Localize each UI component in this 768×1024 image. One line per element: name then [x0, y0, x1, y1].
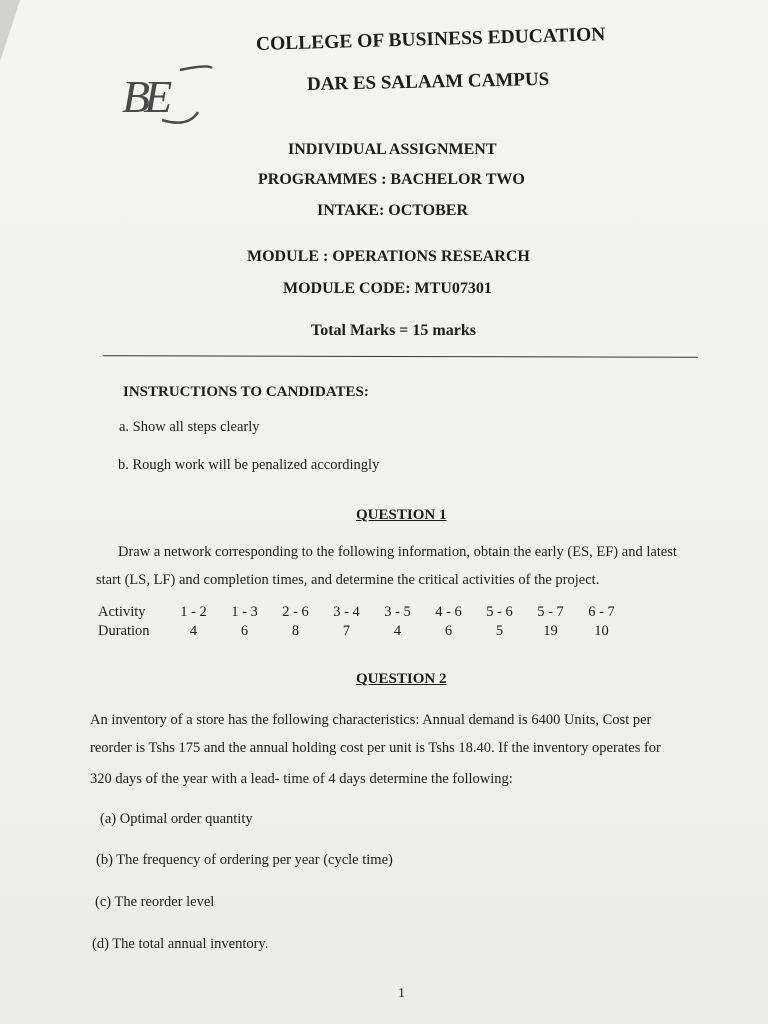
activity-cell: 2 - 6 — [282, 604, 309, 620]
instruction-item: b. Rough work will be penalized accordingly — [118, 457, 380, 473]
activity-cell: 6 - 7 — [588, 604, 615, 620]
duration-cell: 10 — [594, 623, 609, 639]
question2-item: (a) Optimal order quantity — [100, 811, 253, 827]
question1-text-line: start (LS, LF) and completion times, and determine the critical activities of the project. — [96, 572, 600, 588]
duration-cell: 7 — [342, 623, 351, 639]
duration-cell: 6 — [444, 623, 453, 639]
question2-text-line: reorder is Tshs 175 and the annual holding cost per unit is Tshs 18.40. If the inventory operates for — [90, 740, 661, 756]
page-number: 1 — [398, 986, 405, 1001]
duration-cell: 8 — [291, 623, 300, 639]
row-label: Duration — [98, 623, 150, 639]
activity-cell: 3 - 5 — [384, 604, 411, 620]
question2-text-line: 320 days of the year with a lead- time of 4 days determine the following: — [90, 771, 513, 787]
logo-letters: BE — [122, 71, 167, 122]
activity-cell: 4 - 6 — [435, 604, 462, 620]
activity-cell: 1 - 3 — [231, 604, 258, 620]
assignment-type: INDIVIDUAL ASSIGNMENT — [288, 141, 497, 158]
campus-name: DAR ES SALAAM CAMPUS — [306, 68, 550, 95]
college-name: COLLEGE OF BUSINESS EDUCATION — [255, 24, 606, 55]
instruction-item: a. Show all steps clearly — [119, 419, 260, 435]
intake: INTAKE: OCTOBER — [317, 202, 468, 219]
question2-item: (b) The frequency of ordering per year (cycle time) — [96, 852, 393, 868]
college-logo — [118, 62, 218, 126]
activity-cell: 1 - 2 — [180, 604, 207, 620]
divider-line — [103, 355, 698, 358]
total-marks: Total Marks = 15 marks — [311, 322, 476, 339]
activity-table — [98, 603, 627, 641]
module-name: MODULE : OPERATIONS RESEARCH — [247, 248, 530, 265]
activity-row — [98, 603, 627, 622]
duration-cell: 4 — [393, 623, 402, 639]
duration-cell: 5 — [495, 623, 504, 639]
instructions-heading: INSTRUCTIONS TO CANDIDATES: — [123, 384, 369, 400]
duration-cell: 19 — [543, 623, 558, 639]
question1-heading: QUESTION 1 — [356, 507, 447, 523]
question2-item: (c) The reorder level — [95, 894, 215, 910]
row-label: Activity — [98, 604, 146, 620]
question2-text-line: An inventory of a store has the following characteristics: Annual demand is 6400 Units, Cost per — [90, 712, 652, 728]
activity-cell: 3 - 4 — [333, 604, 360, 620]
page-corner-shadow — [0, 0, 20, 62]
programmes: PROGRAMMES : BACHELOR TWO — [258, 171, 525, 188]
question2-heading: QUESTION 2 — [356, 671, 447, 687]
duration-cell: 6 — [240, 623, 249, 639]
question2-item: (d) The total annual inventory. — [92, 936, 269, 952]
duration-row — [98, 622, 627, 641]
question1-text-line: Draw a network corresponding to the following information, obtain the early (ES, EF) and latest — [118, 544, 677, 560]
module-code: MODULE CODE: MTU07301 — [283, 280, 492, 297]
duration-cell: 4 — [189, 623, 198, 639]
activity-cell: 5 - 7 — [537, 604, 564, 620]
activity-cell: 5 - 6 — [486, 604, 513, 620]
